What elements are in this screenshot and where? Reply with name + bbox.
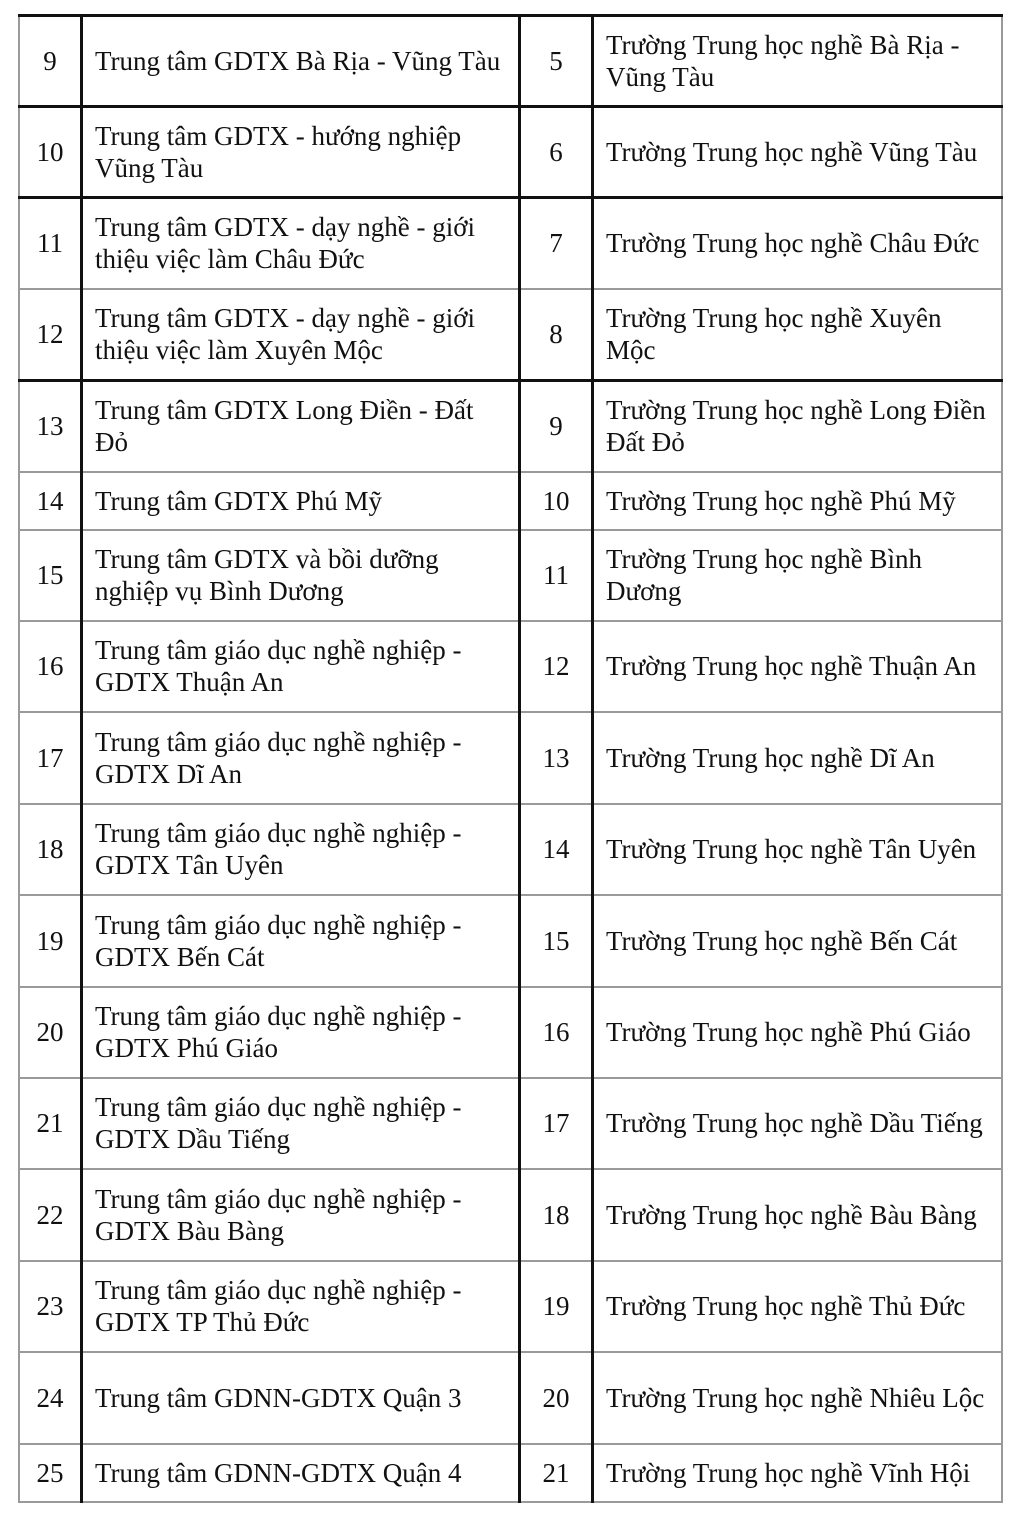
left-center-name-cell: Trung tâm giáo dục nghề nghiệp - GDTX Bến Cát bbox=[82, 895, 520, 987]
table-body bbox=[19, 16, 1002, 1502]
left-number-cell: 15 bbox=[19, 530, 82, 621]
left-number-cell: 9 bbox=[19, 16, 82, 107]
right-number-cell: 14 bbox=[520, 804, 593, 895]
left-number-cell: 24 bbox=[19, 1352, 82, 1444]
right-school-name-cell: Trường Trung học nghề Bà Rịa - Vũng Tàu bbox=[593, 16, 1003, 107]
right-number-cell: 18 bbox=[520, 1169, 593, 1261]
right-school-name-cell: Trường Trung học nghề Phú Giáo bbox=[593, 987, 1003, 1078]
right-school-name-cell: Trường Trung học nghề Bàu Bàng bbox=[593, 1169, 1003, 1261]
right-school-name-cell: Trường Trung học nghề Phú Mỹ bbox=[593, 472, 1003, 530]
left-number-cell: 20 bbox=[19, 987, 82, 1078]
left-center-name-cell: Trung tâm GDTX và bồi dưỡng nghiệp vụ Bình Dương bbox=[82, 530, 520, 621]
right-number-cell: 7 bbox=[520, 198, 593, 289]
table-row bbox=[19, 530, 1002, 621]
left-center-name-cell: Trung tâm GDTX Bà Rịa - Vũng Tàu bbox=[82, 16, 520, 107]
right-school-name-cell: Trường Trung học nghề Vĩnh Hội bbox=[593, 1444, 1003, 1502]
table-row bbox=[19, 198, 1002, 289]
left-number-cell: 17 bbox=[19, 712, 82, 804]
left-center-name-cell: Trung tâm giáo dục nghề nghiệp - GDTX Dầu Tiếng bbox=[82, 1078, 520, 1169]
table-row bbox=[19, 987, 1002, 1078]
left-center-name-cell: Trung tâm GDTX - dạy nghề - giới thiệu việc làm Xuyên Mộc bbox=[82, 289, 520, 381]
right-school-name-cell: Trường Trung học nghề Xuyên Mộc bbox=[593, 289, 1003, 381]
left-center-name-cell: Trung tâm GDTX - dạy nghề - giới thiệu việc làm Châu Đức bbox=[82, 198, 520, 289]
left-center-name-cell: Trung tâm giáo dục nghề nghiệp - GDTX Tân Uyên bbox=[82, 804, 520, 895]
right-number-cell: 21 bbox=[520, 1444, 593, 1502]
right-number-cell: 15 bbox=[520, 895, 593, 987]
left-number-cell: 18 bbox=[19, 804, 82, 895]
left-number-cell: 16 bbox=[19, 621, 82, 712]
left-center-name-cell: Trung tâm giáo dục nghề nghiệp - GDTX Phú Giáo bbox=[82, 987, 520, 1078]
right-school-name-cell: Trường Trung học nghề Long Điền Đất Đỏ bbox=[593, 381, 1003, 472]
left-center-name-cell: Trung tâm giáo dục nghề nghiệp - GDTX Bàu Bàng bbox=[82, 1169, 520, 1261]
left-number-cell: 10 bbox=[19, 107, 82, 198]
table-row bbox=[19, 712, 1002, 804]
table-row bbox=[19, 16, 1002, 107]
right-number-cell: 11 bbox=[520, 530, 593, 621]
right-number-cell: 10 bbox=[520, 472, 593, 530]
right-number-cell: 16 bbox=[520, 987, 593, 1078]
left-center-name-cell: Trung tâm giáo dục nghề nghiệp - GDTX TP Thủ Đức bbox=[82, 1261, 520, 1352]
right-school-name-cell: Trường Trung học nghề Thủ Đức bbox=[593, 1261, 1003, 1352]
table-row bbox=[19, 1078, 1002, 1169]
table-row bbox=[19, 1261, 1002, 1352]
right-school-name-cell: Trường Trung học nghề Tân Uyên bbox=[593, 804, 1003, 895]
left-center-name-cell: Trung tâm GDTX Phú Mỹ bbox=[82, 472, 520, 530]
left-center-name-cell: Trung tâm GDNN-GDTX Quận 4 bbox=[82, 1444, 520, 1502]
table-row bbox=[19, 1169, 1002, 1261]
table-row bbox=[19, 1444, 1002, 1502]
left-number-cell: 19 bbox=[19, 895, 82, 987]
right-number-cell: 12 bbox=[520, 621, 593, 712]
right-number-cell: 19 bbox=[520, 1261, 593, 1352]
right-school-name-cell: Trường Trung học nghề Châu Đức bbox=[593, 198, 1003, 289]
right-school-name-cell: Trường Trung học nghề Thuận An bbox=[593, 621, 1003, 712]
table-row bbox=[19, 381, 1002, 472]
right-school-name-cell: Trường Trung học nghề Vũng Tàu bbox=[593, 107, 1003, 198]
table-row bbox=[19, 895, 1002, 987]
schools-mapping-table bbox=[18, 14, 1003, 1503]
right-school-name-cell: Trường Trung học nghề Bến Cát bbox=[593, 895, 1003, 987]
right-number-cell: 9 bbox=[520, 381, 593, 472]
right-school-name-cell: Trường Trung học nghề Dầu Tiếng bbox=[593, 1078, 1003, 1169]
left-number-cell: 22 bbox=[19, 1169, 82, 1261]
left-number-cell: 14 bbox=[19, 472, 82, 530]
right-school-name-cell: Trường Trung học nghề Dĩ An bbox=[593, 712, 1003, 804]
left-number-cell: 25 bbox=[19, 1444, 82, 1502]
right-school-name-cell: Trường Trung học nghề Nhiêu Lộc bbox=[593, 1352, 1003, 1444]
left-number-cell: 23 bbox=[19, 1261, 82, 1352]
left-number-cell: 13 bbox=[19, 381, 82, 472]
right-number-cell: 6 bbox=[520, 107, 593, 198]
table-row bbox=[19, 107, 1002, 198]
right-number-cell: 13 bbox=[520, 712, 593, 804]
left-center-name-cell: Trung tâm GDTX - hướng nghiệp Vũng Tàu bbox=[82, 107, 520, 198]
left-center-name-cell: Trung tâm giáo dục nghề nghiệp - GDTX Thuận An bbox=[82, 621, 520, 712]
table-row bbox=[19, 472, 1002, 530]
right-school-name-cell: Trường Trung học nghề Bình Dương bbox=[593, 530, 1003, 621]
left-number-cell: 11 bbox=[19, 198, 82, 289]
left-number-cell: 12 bbox=[19, 289, 82, 381]
left-center-name-cell: Trung tâm GDNN-GDTX Quận 3 bbox=[82, 1352, 520, 1444]
left-center-name-cell: Trung tâm GDTX Long Điền - Đất Đỏ bbox=[82, 381, 520, 472]
right-number-cell: 5 bbox=[520, 16, 593, 107]
table-row bbox=[19, 1352, 1002, 1444]
table-row bbox=[19, 289, 1002, 381]
right-number-cell: 17 bbox=[520, 1078, 593, 1169]
table-row bbox=[19, 621, 1002, 712]
left-number-cell: 21 bbox=[19, 1078, 82, 1169]
left-center-name-cell: Trung tâm giáo dục nghề nghiệp - GDTX Dĩ An bbox=[82, 712, 520, 804]
table-row bbox=[19, 804, 1002, 895]
right-number-cell: 8 bbox=[520, 289, 593, 381]
right-number-cell: 20 bbox=[520, 1352, 593, 1444]
